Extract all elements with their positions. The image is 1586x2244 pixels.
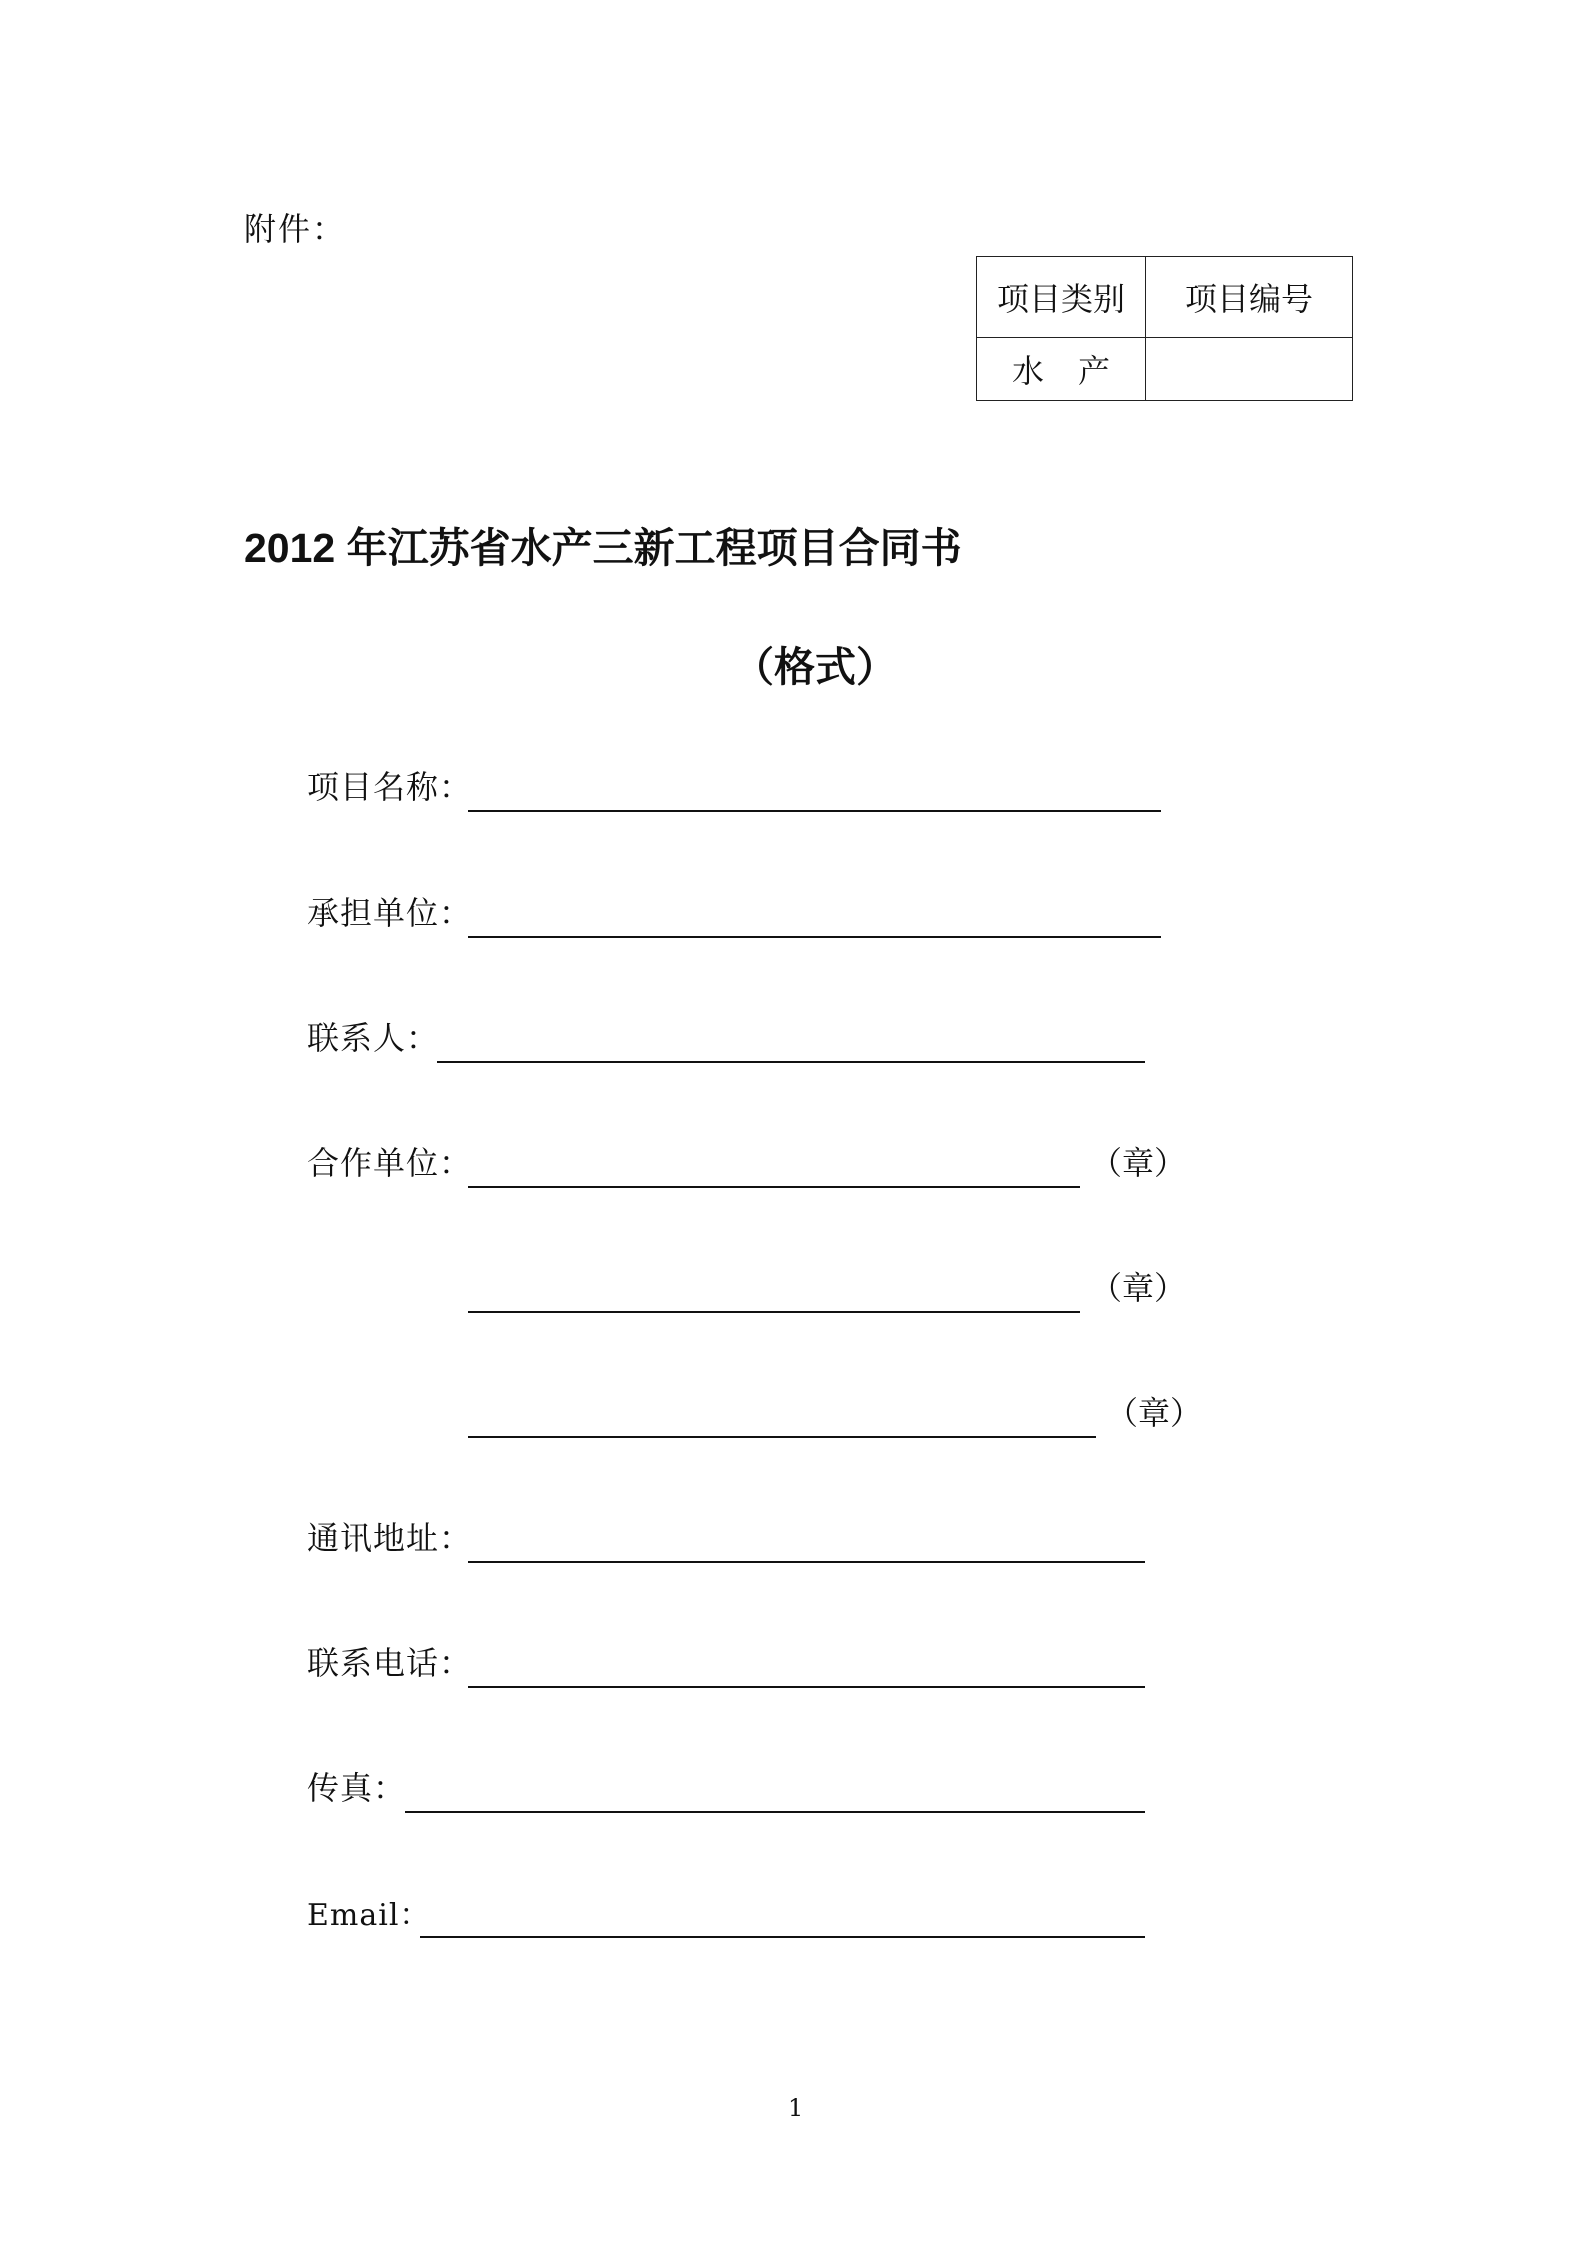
cooperating-unit-line-2[interactable] [468, 1311, 1080, 1313]
attachment-label: 附件： [244, 210, 347, 248]
fax-field [307, 1763, 1167, 1813]
project-name-label: 项目名称： [307, 768, 473, 806]
contact-person-field [307, 1013, 1167, 1063]
phone-line[interactable] [468, 1686, 1145, 1688]
fax-label: 传真： [307, 1769, 407, 1807]
undertaking-unit-field [307, 888, 1167, 938]
document-subtitle: （格式） [733, 644, 897, 690]
project-number-value[interactable] [1146, 338, 1353, 401]
cooperating-unit-line-1[interactable] [468, 1186, 1080, 1188]
contact-person-line[interactable] [437, 1061, 1145, 1063]
project-info-table [976, 256, 1353, 401]
cooperating-unit-label: 合作单位： [307, 1144, 473, 1182]
cooperating-unit-field [307, 1138, 1207, 1188]
email-label: Email： [307, 1898, 431, 1933]
project-name-field [307, 762, 1167, 812]
phone-field [307, 1638, 1167, 1688]
seal-label-3: （章） [1106, 1394, 1203, 1432]
cooperating-unit-field-3 [307, 1388, 1227, 1438]
cooperating-unit-line-3[interactable] [468, 1436, 1096, 1438]
address-field [307, 1513, 1167, 1563]
phone-label: 联系电话： [307, 1644, 473, 1682]
address-label: 通讯地址： [307, 1519, 473, 1557]
page-number: 1 [788, 2094, 804, 2122]
seal-label-2: （章） [1090, 1269, 1187, 1307]
undertaking-unit-line[interactable] [468, 936, 1161, 938]
contact-person-label: 联系人： [307, 1019, 440, 1057]
project-category-value: 水产 [977, 338, 1146, 401]
email-line[interactable] [420, 1936, 1145, 1938]
email-field [307, 1888, 1167, 1938]
project-number-header: 项目编号 [1146, 257, 1353, 338]
document-title: 2012 年江苏省水产三新工程项目合同书 [244, 525, 962, 571]
undertaking-unit-label: 承担单位： [307, 894, 473, 932]
project-name-line[interactable] [468, 810, 1161, 812]
cooperating-unit-field-2 [307, 1263, 1207, 1313]
project-category-header: 项目类别 [977, 257, 1146, 338]
fax-line[interactable] [405, 1811, 1145, 1813]
address-line[interactable] [468, 1561, 1145, 1563]
seal-label-1: （章） [1090, 1144, 1187, 1182]
